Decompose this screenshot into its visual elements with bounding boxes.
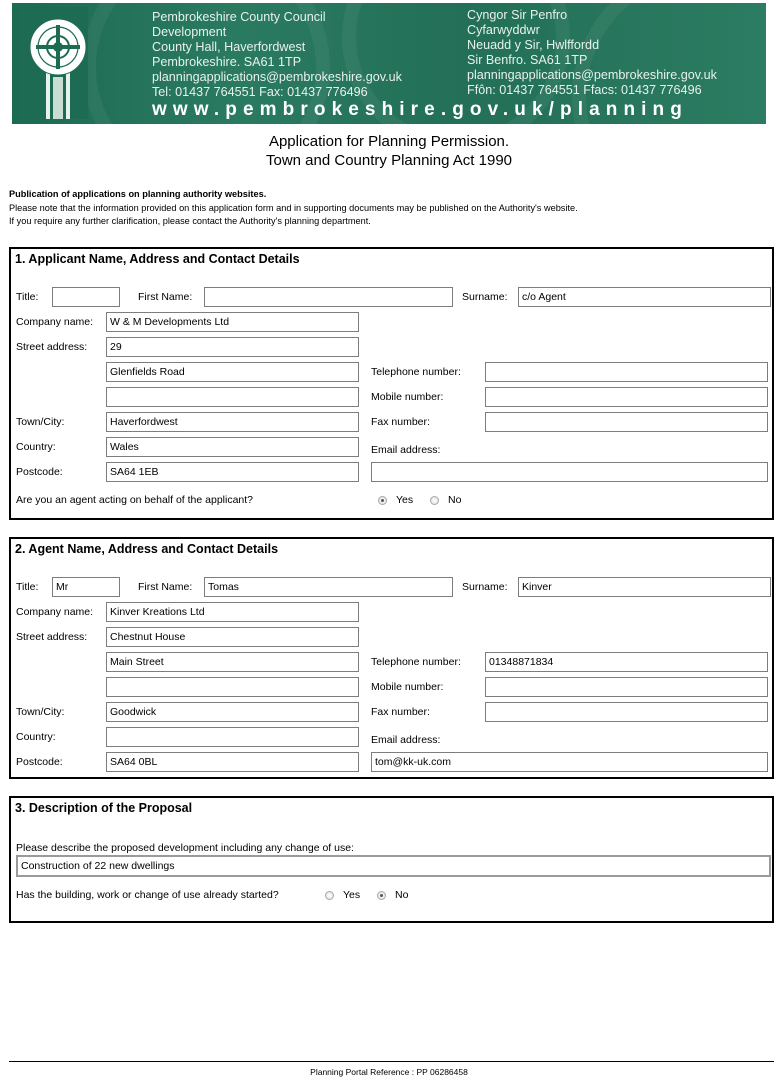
council-header-banner bbox=[12, 3, 766, 124]
council-crest-logo bbox=[26, 7, 90, 119]
agent-surname-field[interactable]: Kinver bbox=[518, 577, 771, 597]
agent-fax-field[interactable] bbox=[485, 702, 768, 722]
section-heading: 2. Agent Name, Address and Contact Details bbox=[15, 542, 279, 556]
started-no-radio[interactable] bbox=[377, 891, 386, 900]
applicant-title-field[interactable] bbox=[52, 287, 120, 307]
street-label: Street address: bbox=[16, 341, 88, 353]
form-title: Application for Planning Permission. bbox=[268, 133, 510, 150]
agent-no-radio[interactable] bbox=[430, 496, 439, 505]
description-prompt: Please describe the proposed development including any change of use: bbox=[16, 842, 354, 854]
section-heading: 1. Applicant Name, Address and Contact Details bbox=[15, 252, 300, 266]
header-cy-line: Cyfarwyddwr bbox=[467, 23, 540, 37]
proposal-description-field[interactable]: Construction of 22 new dwellings bbox=[16, 855, 771, 877]
title-label: Title: bbox=[16, 581, 39, 593]
applicant-street-field-1[interactable]: 29 bbox=[106, 337, 359, 357]
header-cy-phone: Ffôn: 01437 764551 Ffacs: 01437 776496 bbox=[467, 83, 702, 97]
agent-postcode-field[interactable]: SA64 0BL bbox=[106, 752, 359, 772]
agent-email-field[interactable]: tom@kk-uk.com bbox=[371, 752, 768, 772]
header-cy-line: Sir Benfro. SA61 1TP bbox=[467, 53, 588, 67]
no-label: No bbox=[448, 494, 462, 506]
telephone-label: Telephone number: bbox=[371, 656, 461, 668]
agent-company-field[interactable]: Kinver Kreations Ltd bbox=[106, 602, 359, 622]
header-en-line: Pembrokeshire. SA61 1TP bbox=[152, 55, 302, 69]
applicant-postcode-field[interactable]: SA64 1EB bbox=[106, 462, 359, 482]
section-heading: 3. Description of the Proposal bbox=[15, 801, 193, 815]
applicant-surname-field[interactable]: c/o Agent bbox=[518, 287, 771, 307]
surname-label: Surname: bbox=[462, 581, 508, 593]
applicant-email-field[interactable] bbox=[371, 462, 768, 482]
no-label: No bbox=[395, 889, 409, 901]
postcode-label: Postcode: bbox=[16, 756, 63, 768]
agent-question: Are you an agent acting on behalf of the applicant? bbox=[16, 494, 254, 506]
header-cy-line: Cyngor Sir Penfro bbox=[467, 8, 568, 22]
website-url: www.pembrokeshire.gov.uk/planning bbox=[152, 99, 688, 120]
company-label: Company name: bbox=[16, 316, 94, 328]
header-en-phone: Tel: 01437 764551 Fax: 01437 776496 bbox=[152, 85, 368, 99]
yes-label: Yes bbox=[343, 889, 361, 901]
applicant-fax-field[interactable] bbox=[485, 412, 768, 432]
mobile-label: Mobile number: bbox=[371, 391, 444, 403]
fax-label: Fax number: bbox=[371, 706, 430, 718]
publication-heading: Publication of applications on planning authority websites. bbox=[9, 189, 267, 199]
section-applicant bbox=[9, 247, 774, 520]
form-subtitle: Town and Country Planning Act 1990 bbox=[266, 152, 512, 169]
street-label: Street address: bbox=[16, 631, 88, 643]
mobile-label: Mobile number: bbox=[371, 681, 444, 693]
email-label: Email address: bbox=[371, 444, 441, 456]
header-cy-email: planningapplications@pembrokeshire.gov.uk bbox=[467, 68, 717, 82]
town-label: Town/City: bbox=[16, 706, 65, 718]
applicant-street-field-3[interactable] bbox=[106, 387, 359, 407]
email-label: Email address: bbox=[371, 734, 441, 746]
surname-label: Surname: bbox=[462, 291, 508, 303]
first-name-label: First Name: bbox=[138, 581, 193, 593]
applicant-telephone-field[interactable] bbox=[485, 362, 768, 382]
started-yes-radio[interactable] bbox=[325, 891, 334, 900]
title-label: Title: bbox=[16, 291, 39, 303]
agent-first-name-field[interactable]: Tomas bbox=[204, 577, 453, 597]
yes-label: Yes bbox=[396, 494, 414, 506]
header-en-line: Development bbox=[152, 25, 227, 39]
publication-note: Please note that the information provided on this application form and in supporting documents may be published on the Authority's website. bbox=[9, 203, 578, 213]
planning-portal-reference: Planning Portal Reference : PP 06286458 bbox=[310, 1067, 468, 1077]
agent-telephone-field[interactable]: 01348871834 bbox=[485, 652, 768, 672]
section-proposal bbox=[9, 796, 774, 923]
header-cy-line: Neuadd y Sir, Hwlffordd bbox=[467, 38, 600, 52]
header-en-line: Pembrokeshire County Council bbox=[152, 10, 326, 24]
agent-mobile-field[interactable] bbox=[485, 677, 768, 697]
applicant-street-field-2[interactable]: Glenfields Road bbox=[106, 362, 359, 382]
header-en-line: County Hall, Haverfordwest bbox=[152, 40, 306, 54]
postcode-label: Postcode: bbox=[16, 466, 63, 478]
applicant-first-name-field[interactable] bbox=[204, 287, 453, 307]
footer-divider bbox=[9, 1061, 774, 1062]
agent-title-field[interactable]: Mr bbox=[52, 577, 120, 597]
agent-country-field[interactable] bbox=[106, 727, 359, 747]
agent-town-field[interactable]: Goodwick bbox=[106, 702, 359, 722]
country-label: Country: bbox=[16, 441, 56, 453]
agent-yes-radio[interactable] bbox=[378, 496, 387, 505]
section-agent bbox=[9, 537, 774, 779]
first-name-label: First Name: bbox=[138, 291, 193, 303]
agent-street-field-1[interactable]: Chestnut House bbox=[106, 627, 359, 647]
publication-note: If you require any further clarification, please contact the Authority's planning department. bbox=[9, 216, 371, 226]
agent-street-field-2[interactable]: Main Street bbox=[106, 652, 359, 672]
town-label: Town/City: bbox=[16, 416, 65, 428]
applicant-country-field[interactable]: Wales bbox=[106, 437, 359, 457]
telephone-label: Telephone number: bbox=[371, 366, 461, 378]
header-en-email: planningapplications@pembrokeshire.gov.uk bbox=[152, 70, 402, 84]
country-label: Country: bbox=[16, 731, 56, 743]
started-question: Has the building, work or change of use already started? bbox=[16, 889, 279, 901]
applicant-town-field[interactable]: Haverfordwest bbox=[106, 412, 359, 432]
fax-label: Fax number: bbox=[371, 416, 430, 428]
applicant-company-field[interactable]: W & M Developments Ltd bbox=[106, 312, 359, 332]
applicant-mobile-field[interactable] bbox=[485, 387, 768, 407]
company-label: Company name: bbox=[16, 606, 94, 618]
agent-street-field-3[interactable] bbox=[106, 677, 359, 697]
